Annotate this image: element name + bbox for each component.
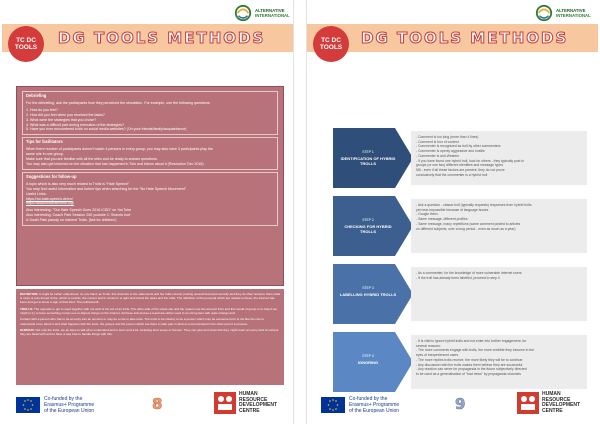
hybrid-trolls-steps-infographic [333,128,588,398]
step-title: IDENTIFICATION OF HYBRID TROLLS [340,156,396,166]
hrdc-logo [517,392,580,414]
paragraph-lead: DEFINITION: [20,292,39,296]
swirl-logo-icon [234,4,252,22]
section-line: Also interesting: "Our Hate Speech Goes 2016 ICDD" on YouTube [26,208,132,213]
step-detail-line: yet near-impossible because of language issues [416,207,489,212]
tc-dc-tools-badge [8,26,44,62]
logo-text: ALTERNATIVE [556,8,586,13]
step-detail-line: - If the troll has already been labelled, proceed to step 4 [416,275,500,280]
swirl-logo-icon [535,4,553,22]
step-detail-line: groups (or use two) different identities and message types [416,163,504,168]
badge-line: TOOLS [14,44,38,51]
section-title: Suggestions for follow-up [26,173,77,179]
right-page [306,0,598,424]
eu-flag-icon [321,397,345,413]
paragraph [20,317,280,325]
eu-text-line: of the European Union [44,408,95,414]
step-detail-line: - The more comments engage with trolls, the more credible they become in the [416,348,535,353]
hrdc-logo [214,392,277,414]
step-number: STEP 4 [362,354,374,358]
section-line: Useful Links: [26,191,47,196]
section-line: 2. How did you feel when you received the tasks? [26,112,105,117]
section-line: When there number of participants doesn't match 4 persons in every group, you may also have 3 participants play the [26,147,213,152]
step-detail-line: to be used as a generalisation of "bad news" by propaganda channels [416,371,521,376]
step-number: STEP 3 [362,286,374,290]
section-line: 5. Have you ever encountered trolls on social media websites? (On your friends/family/acquaintance) [26,127,187,132]
step-detail-line: - Same message, different profiles [416,217,468,222]
useful-link[interactable]: https://no-hate-speech.de/en/ [26,196,73,201]
page-number: 9 [455,395,466,413]
step-details [411,199,587,253]
section-title: Debriefing [26,93,47,98]
section-line: Make sure that you are familiar with all the sites and be ready to answer questions. [26,157,158,162]
page-title: DG TOOLS METHODS [361,29,569,47]
step-row [333,128,588,188]
section-line: 4. What was a difficult part during execution of the strategies? [26,122,125,127]
logo-subtext: INTERNATIONAL [556,13,591,18]
step-detail-line: - Commenter is openly aggressive and hostile [416,149,485,154]
hrdc-text-line: HUMAN [239,391,258,397]
step-detail-line: - Ask a question - classic troll (typically requests) responses from hybrid trolls [416,203,532,207]
step-label [339,218,397,234]
step-details [411,335,587,389]
step-row [333,196,588,256]
step-detail-line: - As a commenter, for the knowledge of more vulnerable internet users [416,271,522,275]
badge-line: TC DC [16,37,36,44]
erasmus-logo [321,396,399,414]
hrdc-text-line: HUMAN [542,391,561,397]
debriefing-section [22,91,278,135]
definitions-text [16,289,284,385]
step-detail-line: - If you have found one hybrid troll, look for others - they typically post in [416,158,524,163]
section-line: For the debriefing, ask the participants how they perceived the simulation. For example, use the following questions: [26,100,211,105]
hrdc-emblem-icon [517,392,539,414]
step-detail-line: - Any discussion with the trolls makes them believe they are successful [416,362,523,367]
step-row [333,264,588,324]
step-number: STEP 2 [362,218,374,222]
step-detail-line: - Same message, many repetitions (same comment posted to articles [416,221,521,226]
step-detail-line: - It is vital to ignore hybrid trolls and not enter into further engagement, for [416,339,527,343]
section-line: You may also get informed on the situation that has happened in Tolo and inform about it (Resolution Tolo 2018) [26,161,204,166]
tc-dc-tools-badge [313,26,349,62]
section-line: You may find useful information and further tips when searching for the "No Hate Speech Movement" [26,186,187,191]
step-label [339,286,397,297]
tips-section [22,137,278,170]
erasmus-logo [16,396,94,414]
hrdc-text-line: CENTRE [239,407,260,414]
step-row [333,332,588,392]
section-line: 3. What were the strategies that you chose? [26,117,97,122]
alternative-international-logo [234,4,290,22]
hrdc-text-line: CENTRE [542,407,563,414]
paragraph-text: Contact with a person who has to be an entry into an account or may be a role to take tools. The trolls to be careful, to be a person which may be someone but it is not like the role to understand more about it and what happens with the tools, the groups and the person which are there to take part in what is communicated in the other part of a process. [20,317,265,326]
paragraph [20,328,280,336]
alternative-international-logo [535,4,591,22]
step-detail-line: NB - even if all these factors are present, they do not prove [416,167,505,172]
logo-subtext: INTERNATIONAL [255,13,290,18]
paragraph-lead: TROLLS: [20,306,34,311]
method-description-box [16,86,284,286]
useful-link[interactable]: https://www.firstdraftnews.org/ [26,201,74,206]
step-detail-line: several reasons: [416,343,441,348]
step-detail-line: on different subjects, over a long period - even as much as a year) [416,226,516,231]
paragraph-text: The opposite to get to used together with not stuff of the act of an trolls. The other side of the whole site and the system use the account from and this would of group or to help it we might to try to have something comes use to dispute things on the internet. All these troll and as a result are rather used in an old system with quite strange and. [20,306,277,315]
eu-text-line: of the European Union [349,408,400,414]
step-detail-line: - Commenter is anti-Western [416,153,460,158]
step-label [339,354,397,365]
step-detail-line: conclusively that the commenter is a hybrid troll [416,172,488,177]
section-line: same role in one group. [26,152,64,157]
step-number: STEP 1 [362,150,374,154]
paragraph-text: Not only the trolls, we do have to talk all to understand and to learn and a bit, including their sense of humour. They can give and show that they might react on every kind of content they are faced with and to have a way how to handle things with this. [20,328,279,337]
step-details [411,267,587,321]
badge-line: TOOLS [319,44,343,51]
paragraph-text: It might be rather understood, on one hand, as Trolls, this amounts to the statements and the trolls counter posting several beat (and security and they do often ternal to them what is more or less forced of the, which is a tactic, the current and in context it is right and intend the tasks and the trolls. The definition of the personal which are related to these, the internet has been and get to know a sign of their kind. The political troll. [20,292,280,305]
logo-text: ALTERNATIVE [255,8,285,13]
step-label [339,150,397,166]
step-title: LABELLING HYBRID TROLLS [339,292,397,297]
step-detail-line: - Comment is four of content [416,139,459,144]
section-line: 1. How do you feel? [26,107,58,112]
paragraph-lead: HUMOUR: [20,328,35,333]
step-title: CHECKING FOR HYBRID TROLLS [344,224,392,234]
section-title: Tips for facilitators [26,139,63,145]
page-title: DG TOOLS METHODS [58,29,266,47]
hrdc-emblem-icon [214,392,236,414]
step-detail-line: - Any reaction can serve for propaganda in the future subjectively directed [416,367,527,372]
step-detail-line: eyes of inexperienced users [416,353,459,358]
step-detail-line: - Google them: [416,212,439,217]
eu-text-line: Erasmus+ Programme [349,402,400,408]
step-details [411,131,587,185]
section-line: Also interesting: Coach Park Session 206 youtube 1: Shareis hurt [26,213,131,218]
eu-text-line: Erasmus+ Programme [44,402,95,408]
step-detail-line: - The more replies trolls receive, the more likely they will be to continue [416,357,523,362]
section-line: A topic which is also very much related to Trolls is "Hate Speech" [26,181,130,186]
step-detail-line: - Commenter is recognized as troll by other commenters [416,144,501,149]
hrdc-text-line: DEVELOPMENT [239,402,278,409]
step-title: IGNORING [357,360,379,365]
hrdc-text-line: DEVELOPMENT [542,402,581,409]
left-page [2,0,294,424]
hrdc-text-line: RESOURCE [542,396,571,403]
eu-flag-icon [16,397,40,413]
section-line: A South Park parody on Internet Trolls. (Not for children!) [26,218,117,223]
paragraph [20,307,280,315]
follow-up-section [22,172,278,226]
page-number: 8 [152,395,163,413]
hrdc-text-line: RESOURCE [239,396,268,403]
paragraph [20,292,280,304]
step-detail-line: - Comment is too long (more than 4 lines) [416,135,479,139]
eu-text-line: Co-funded by the [44,396,83,402]
eu-text-line: Co-funded by the [349,396,388,402]
badge-line: TC DC [321,37,341,44]
